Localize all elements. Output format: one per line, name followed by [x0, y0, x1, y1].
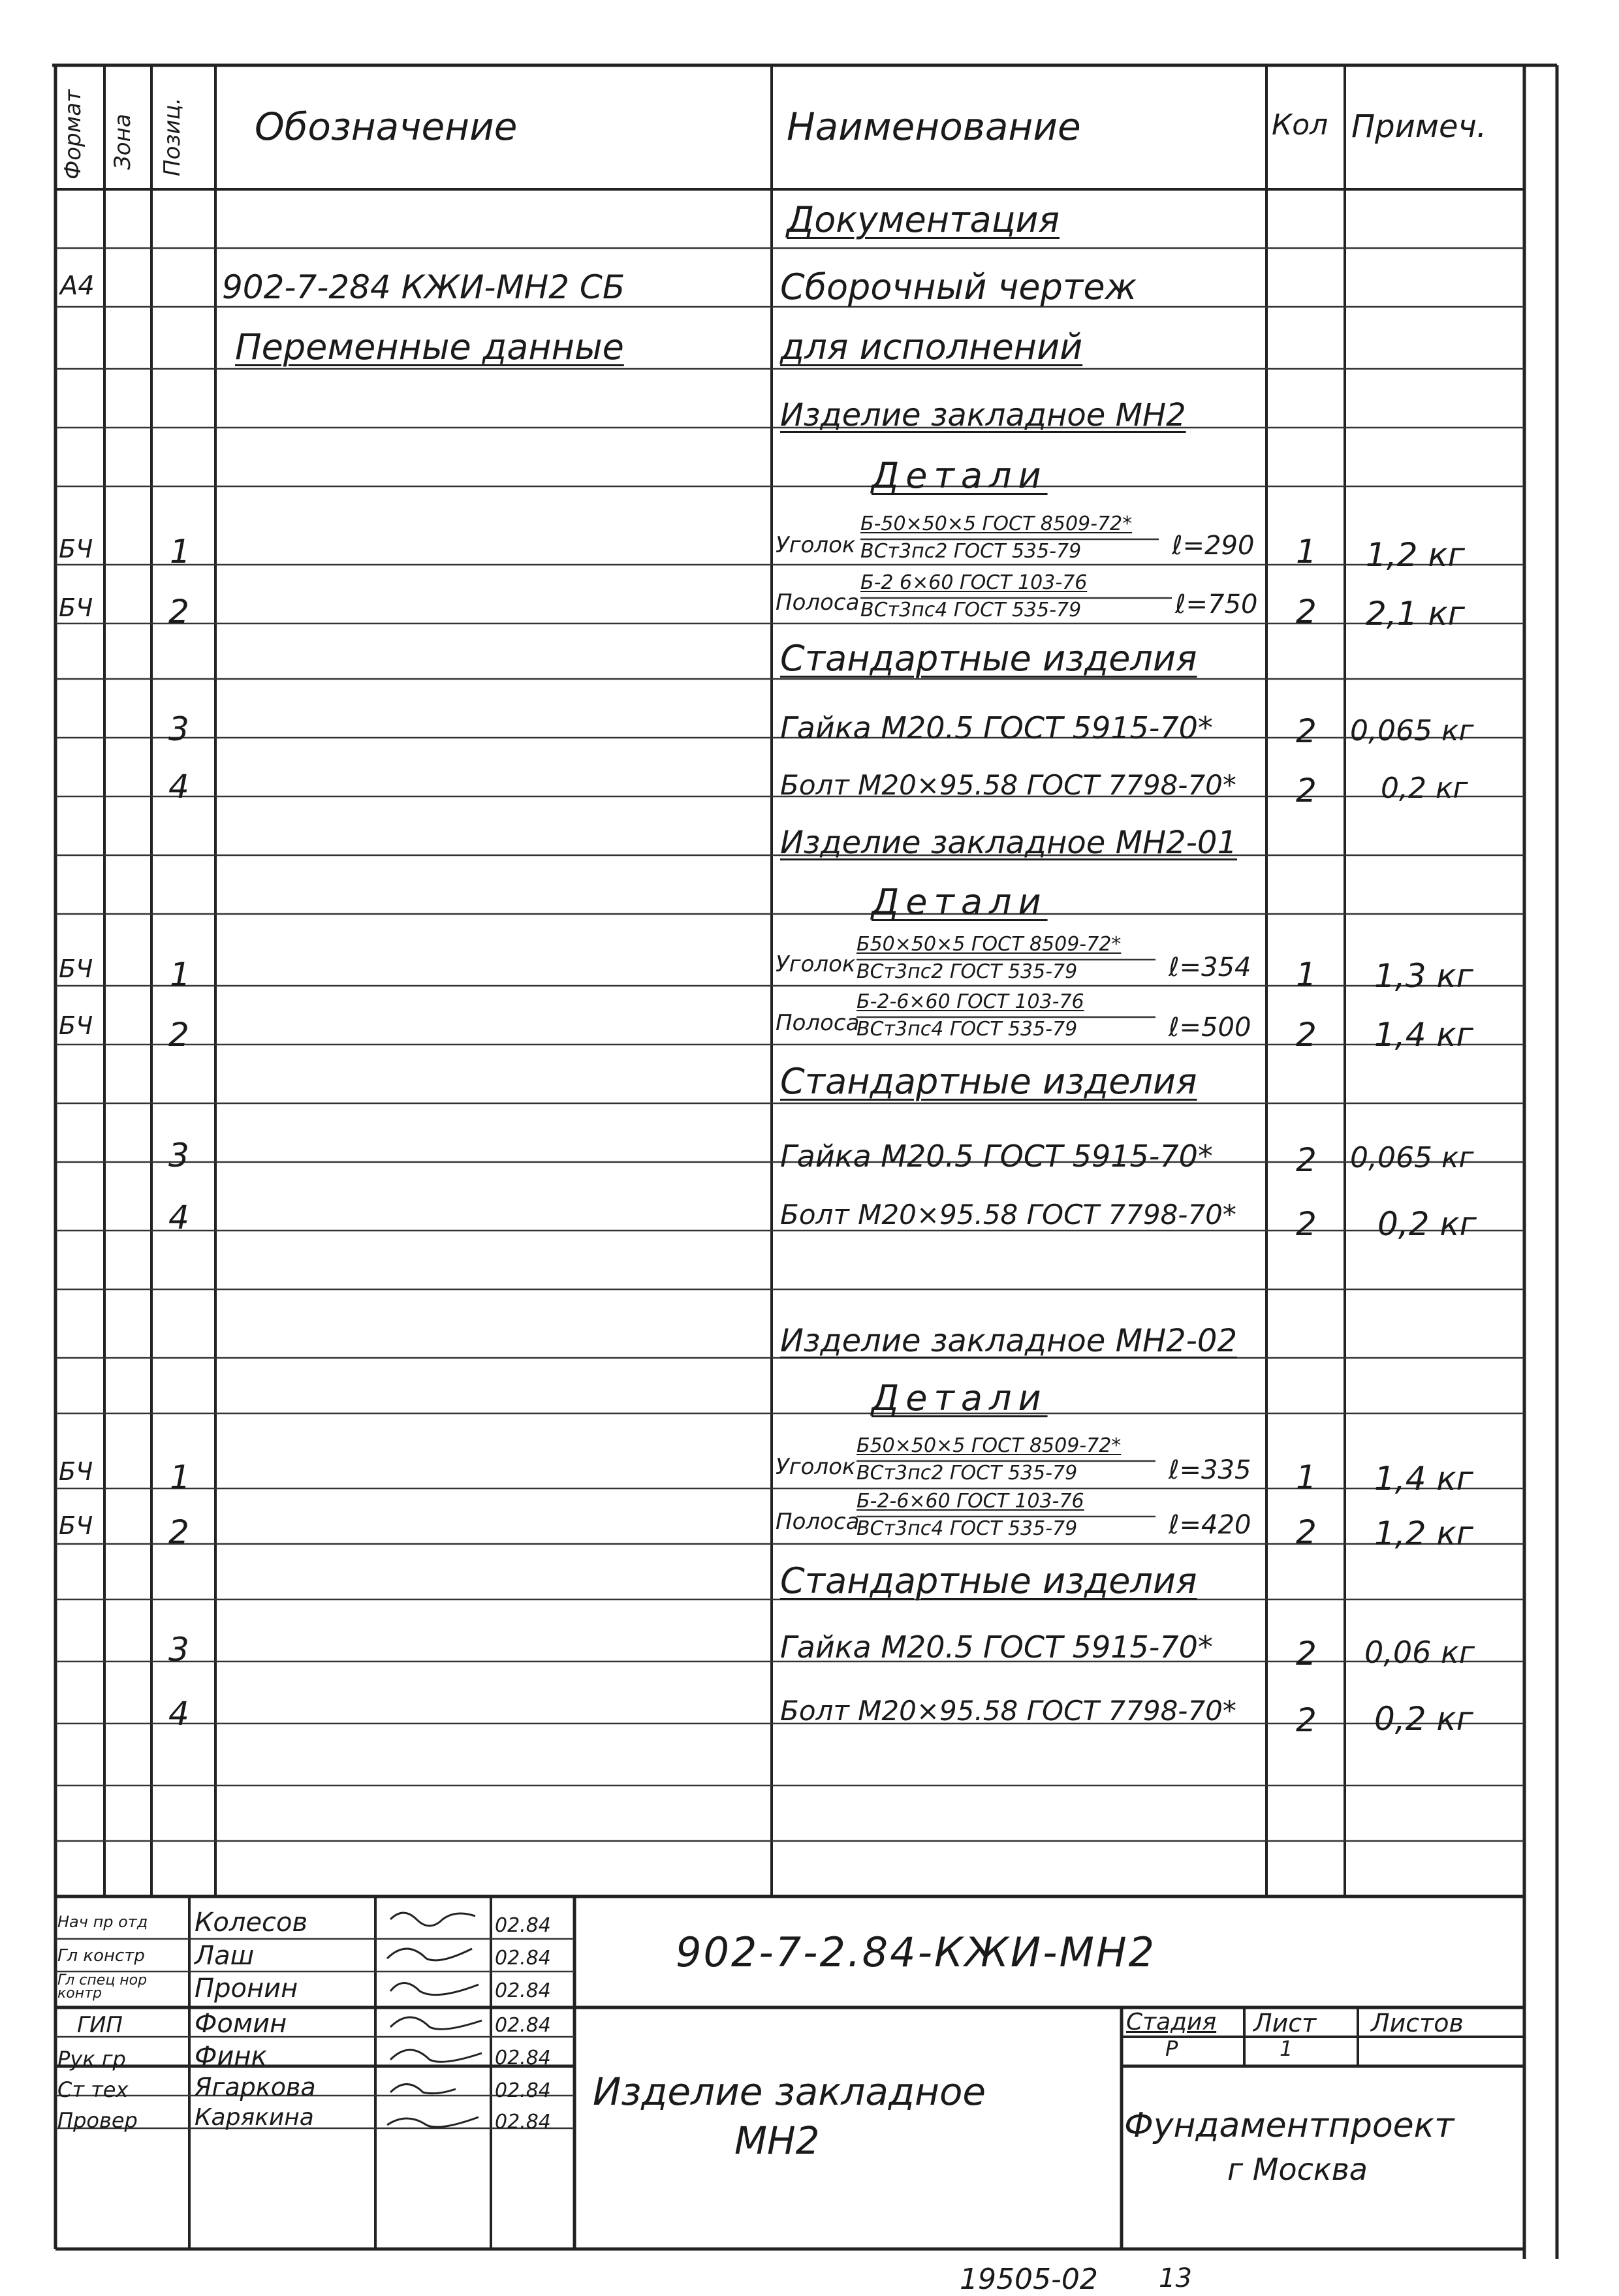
- signature-icon: [387, 2117, 479, 2127]
- row-qty: 2: [1296, 1513, 1317, 1551]
- section-item-mn2-01: Изделие закладное МН2-01: [780, 825, 1238, 861]
- header-qty: Кол: [1272, 108, 1328, 142]
- tb-person: Финк: [195, 2041, 267, 2071]
- row-prefix: Уголок: [776, 1454, 856, 1480]
- tb-date: 02.84: [495, 1947, 551, 1970]
- row-name: Гайка М20.5 ГОСТ 5915-70*: [780, 1629, 1213, 1665]
- fraction-bottom: ВСт3пс4 ГОСТ 535-79: [857, 1018, 1078, 1041]
- row-prefix: Полоса: [776, 1010, 860, 1036]
- row-length: ℓ=335: [1169, 1455, 1251, 1485]
- header-designation: Обозначение: [255, 104, 518, 149]
- row-name: Болт М20×95.58 ГОСТ 7798-70*: [780, 1695, 1236, 1727]
- tb-person: Лаш: [195, 1941, 255, 1971]
- row-length: ℓ=420: [1169, 1510, 1251, 1540]
- tb-date: 02.84: [495, 2047, 551, 2069]
- section-item-mn2-02: Изделие закладное МН2-02: [780, 1323, 1238, 1359]
- stage-value: Р: [1165, 2036, 1178, 2061]
- fraction-bottom: ВСт3пс4 ГОСТ 535-79: [860, 599, 1082, 621]
- section-parts: Детали: [872, 881, 1048, 922]
- tb-person: Пронин: [195, 1974, 298, 2004]
- row-designation: 902-7-284 КЖИ-МН2 СБ: [222, 268, 625, 306]
- row-prefix: Уголок: [776, 951, 856, 977]
- row-position: 4: [168, 1199, 189, 1236]
- row-position: 2: [168, 1016, 189, 1054]
- signature-block: [377, 1900, 490, 2246]
- tb-role: Ст тех: [57, 2077, 129, 2102]
- row-format: БЧ: [59, 1457, 93, 1486]
- row-prefix: Уголок: [776, 532, 856, 558]
- row-name: Сборочный чертеж: [780, 266, 1137, 307]
- row-qty: 1: [1296, 533, 1317, 571]
- tb-date: 02.84: [495, 2014, 551, 2037]
- row-note: 1,4 кг: [1374, 1460, 1473, 1498]
- header-zone: Зона: [110, 114, 136, 170]
- row-note: 1,3 кг: [1374, 957, 1473, 995]
- tb-person: Фомин: [195, 2009, 287, 2039]
- header-position: Позиц.: [159, 97, 185, 176]
- row-format: БЧ: [59, 1011, 93, 1040]
- row-note: 0,065 кг: [1350, 714, 1474, 747]
- row-qty: 2: [1296, 593, 1317, 631]
- row-name: Гайка М20.5 ГОСТ 5915-70*: [780, 1139, 1213, 1174]
- tb-person: Карякина: [195, 2104, 314, 2131]
- sheet-label: Лист: [1253, 2009, 1317, 2037]
- footer-doc-number: 19505-02: [960, 2263, 1098, 2296]
- fraction-bottom: ВСт3пс4 ГОСТ 535-79: [857, 1517, 1078, 1540]
- row-qty: 2: [1296, 772, 1317, 810]
- section-standard-items: Стандартные изделия: [780, 638, 1197, 679]
- fraction-top: Б50×50×5 ГОСТ 8509-72*: [857, 1434, 1122, 1457]
- row-note: 0,2 кг: [1381, 772, 1468, 805]
- tb-person: Ягаркова: [195, 2073, 316, 2101]
- row-position: 3: [168, 1631, 189, 1669]
- fraction-bottom: ВСт3пс2 ГОСТ 535-79: [857, 1462, 1078, 1485]
- tb-role: Нач пр отд: [57, 1913, 148, 1931]
- row-length: ℓ=500: [1169, 1013, 1251, 1043]
- tb-date: 02.84: [495, 1979, 551, 2002]
- tb-person: Колесов: [195, 1908, 308, 1938]
- row-name: Гайка М20.5 ГОСТ 5915-70*: [780, 710, 1213, 746]
- tb-role: Рук гр: [57, 2047, 126, 2071]
- row-position: 4: [168, 1695, 189, 1733]
- row-qty: 1: [1296, 956, 1317, 994]
- signature-icon: [390, 2084, 456, 2094]
- row-format: БЧ: [59, 954, 93, 983]
- section-for-variants: для исполнений: [780, 326, 1083, 368]
- header-note: Примеч.: [1351, 108, 1487, 145]
- header-name: Наименование: [787, 104, 1081, 149]
- row-length: ℓ=354: [1169, 952, 1251, 983]
- fraction-top: Б-2-6×60 ГОСТ 103-76: [857, 990, 1084, 1013]
- row-position: 4: [168, 768, 189, 806]
- footer-page: 13: [1159, 2263, 1192, 2293]
- row-qty: 2: [1296, 1635, 1317, 1673]
- signature-icon: [390, 1983, 479, 1995]
- section-standard-items: Стандартные изделия: [780, 1560, 1197, 1601]
- signature-icon: [390, 1913, 475, 1926]
- tb-role: Гл спец нор контр: [57, 1972, 148, 2002]
- row-format: А4: [60, 271, 95, 301]
- sheet-value: 1: [1280, 2036, 1293, 2061]
- fraction-top: Б-50×50×5 ГОСТ 8509-72*: [860, 512, 1133, 535]
- row-note: 1,2 кг: [1374, 1515, 1473, 1552]
- row-position: 3: [168, 710, 189, 748]
- row-note: 0,06 кг: [1364, 1635, 1475, 1670]
- row-prefix: Полоса: [776, 590, 860, 616]
- row-note: 1,2 кг: [1366, 536, 1465, 574]
- sheets-label: Листов: [1371, 2009, 1464, 2037]
- tb-date: 02.84: [495, 2111, 551, 2133]
- row-note: 1,4 кг: [1374, 1016, 1473, 1054]
- doc-code: 902-7-2.84-КЖИ-МН2: [676, 1928, 1157, 1976]
- fraction-top: Б-2 6×60 ГОСТ 103-76: [860, 571, 1088, 594]
- row-format: БЧ: [59, 1511, 93, 1540]
- section-parts: Детали: [872, 1377, 1048, 1419]
- row-note: 0,2 кг: [1377, 1205, 1477, 1243]
- row-format: БЧ: [59, 593, 93, 622]
- row-note: 2,1 кг: [1366, 595, 1465, 633]
- row-position: 1: [170, 1458, 191, 1496]
- row-qty: 2: [1296, 712, 1317, 750]
- row-note: 0,065 кг: [1350, 1141, 1474, 1174]
- org-name: Фундаментпроект: [1124, 2106, 1454, 2145]
- fraction-top: Б-2-6×60 ГОСТ 103-76: [857, 1490, 1084, 1513]
- section-item-mn2: Изделие закладное МН2: [780, 397, 1186, 433]
- tb-role: Провер: [57, 2108, 138, 2133]
- row-length: ℓ=290: [1172, 531, 1255, 561]
- row-length: ℓ=750: [1175, 590, 1258, 620]
- signature-icon: [390, 2017, 482, 2029]
- row-qty: 2: [1296, 1016, 1317, 1054]
- tb-role: ГИП: [77, 2012, 123, 2038]
- row-format: БЧ: [59, 535, 93, 563]
- fraction-bottom: ВСт3пс2 ГОСТ 535-79: [857, 960, 1078, 983]
- row-name: Болт М20×95.58 ГОСТ 7798-70*: [780, 769, 1236, 801]
- fraction-bottom: ВСт3пс2 ГОСТ 535-79: [860, 540, 1082, 563]
- row-position: 1: [170, 956, 191, 994]
- tb-role: Гл констр: [57, 1946, 145, 1966]
- tb-date: 02.84: [495, 1914, 551, 1937]
- doc-title-line2: МН2: [734, 2118, 820, 2163]
- row-qty: 2: [1296, 1141, 1317, 1179]
- fraction-top: Б50×50×5 ГОСТ 8509-72*: [857, 933, 1122, 956]
- row-position: 2: [168, 1513, 189, 1551]
- row-qty: 1: [1296, 1458, 1317, 1496]
- section-variable-data: Переменные данные: [235, 326, 624, 368]
- row-qty: 2: [1296, 1205, 1317, 1243]
- signature-icon: [387, 1949, 472, 1960]
- header-format: Формат: [60, 89, 86, 180]
- row-name: Болт М20×95.58 ГОСТ 7798-70*: [780, 1199, 1236, 1231]
- row-qty: 2: [1296, 1701, 1317, 1739]
- row-position: 2: [168, 593, 189, 631]
- org-city: г Москва: [1227, 2152, 1368, 2187]
- stage-label: Стадия: [1126, 2009, 1217, 2036]
- section-standard-items: Стандартные изделия: [780, 1061, 1197, 1102]
- doc-title-line1: Изделие закладное: [593, 2069, 986, 2114]
- section-parts: Детали: [872, 455, 1048, 496]
- signature-icon: [390, 2050, 482, 2062]
- row-note: 0,2 кг: [1374, 1700, 1473, 1738]
- tb-date: 02.84: [495, 2079, 551, 2102]
- row-position: 1: [170, 533, 191, 571]
- row-position: 3: [168, 1137, 189, 1174]
- row-prefix: Полоса: [776, 1509, 860, 1535]
- section-documentation: Документация: [787, 199, 1060, 240]
